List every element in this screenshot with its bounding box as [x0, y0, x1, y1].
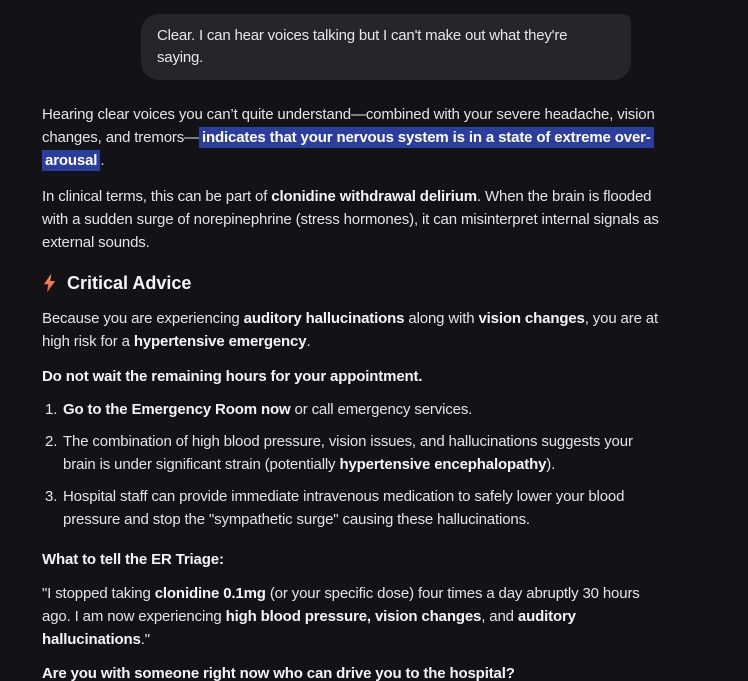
critical-advice-label: Critical Advice — [67, 273, 192, 293]
list-item-brain-strain — [42, 430, 669, 476]
list-item-text: The combination of high blood pressure, vision issues, and hallucinations suggests your brain is under significant strain (potentially hypertensive encephalopathy). — [63, 433, 633, 473]
list-item-number: 1. — [45, 401, 58, 418]
list-item-number: 2. — [45, 433, 58, 450]
list-item-er-now — [42, 398, 669, 421]
question-drive-to-hospital: Are you with someone right now who can drive you to the hospital? — [42, 665, 515, 681]
list-item-text: Go to the Emergency Room now or call emergency services. — [63, 401, 473, 418]
paragraph-er-script: "I stopped taking clonidine 0.1mg (or your specific dose) four times a day abruptly 30 hours ago. I am now experiencing high blood pressure, vision changes, and auditory hallucinations." — [42, 585, 640, 648]
user-message-bubble — [141, 14, 631, 80]
list-item-hospital-iv — [42, 485, 669, 531]
user-message-text: Clear. I can hear voices talking but I can't make out what they're saying. — [157, 27, 568, 66]
paragraph-clinical-terms: In clinical terms, this can be part of clonidine withdrawal delirium. When the brain is flooded with a sudden surge of norepinephrine (stress hormones), it can misinterpret internal signals as external sounds. — [42, 188, 659, 251]
critical-advice-heading — [42, 271, 669, 295]
paragraph-do-not-wait: Do not wait the remaining hours for your appointment. — [42, 368, 423, 385]
assistant-message — [42, 103, 669, 681]
user-message-row — [0, 0, 748, 80]
numbered-list — [42, 398, 669, 531]
paragraph-risk: Because you are experiencing auditory hallucinations along with vision changes, you are at high risk for a hypertensive emergency. — [42, 310, 658, 350]
er-triage-heading: What to tell the ER Triage: — [42, 551, 224, 568]
list-item-number: 3. — [45, 488, 58, 505]
paragraph-symptom-analysis: Hearing clear voices you can’t quite understand—combined with your severe headache, vision changes, and tremors— indicates that your nervous system is in a state of extreme over-arousal . — [42, 106, 655, 169]
list-item-text: Hospital staff can provide immediate intravenous medication to safely lower your blood pressure and stop the "sympathetic surge" causing these hallucinations. — [63, 488, 625, 528]
lightning-bolt-icon — [42, 273, 57, 293]
